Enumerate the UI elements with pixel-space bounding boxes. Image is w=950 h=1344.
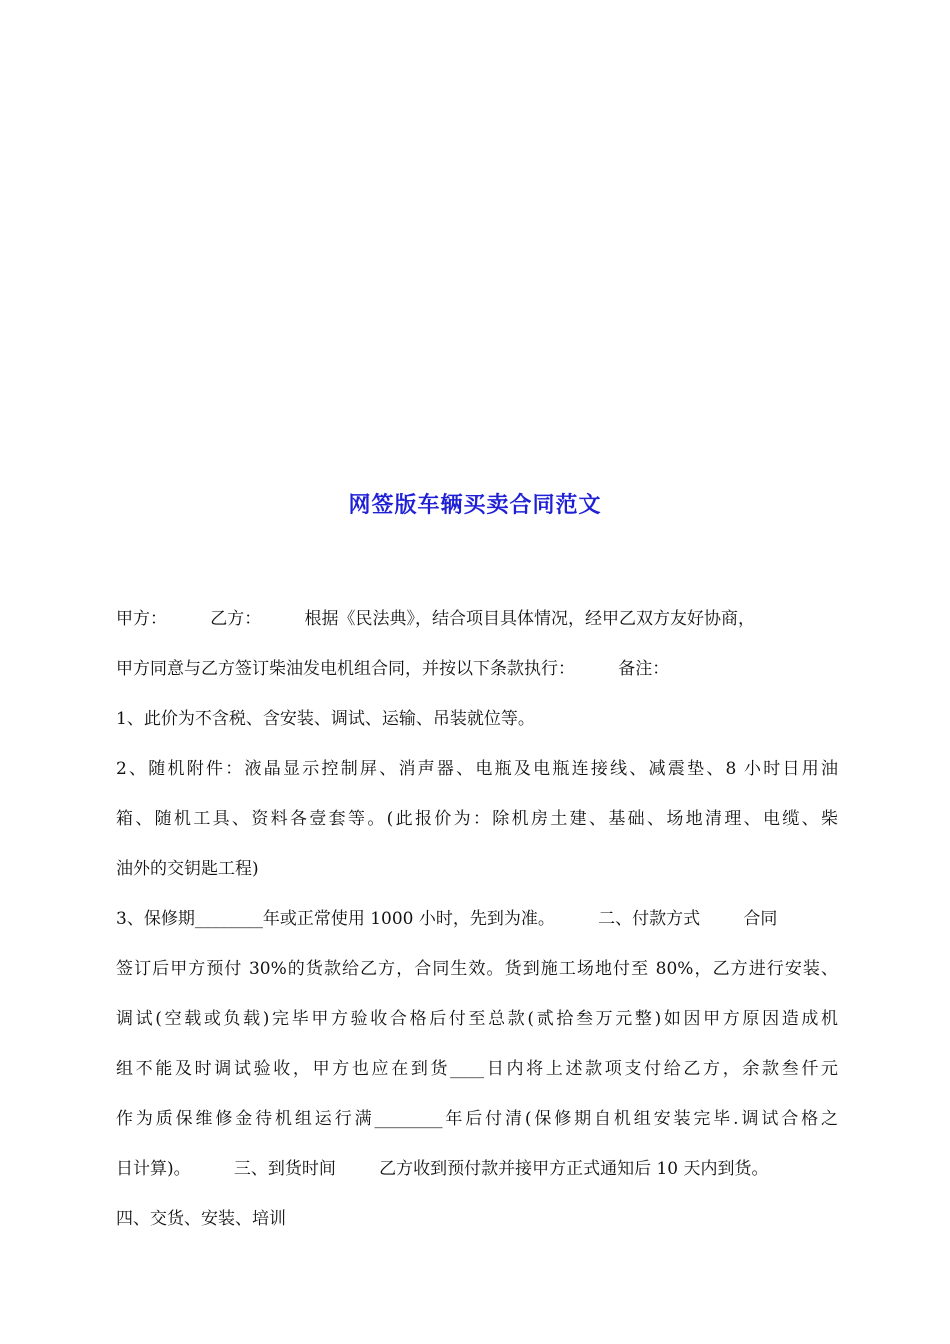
paragraph-line: 甲方同意与乙方签订柴油发电机组合同，并按以下条款执行： 备注： <box>116 659 670 679</box>
paragraph-line: 四、交货、安装、培训 <box>116 1209 286 1229</box>
document-title: 网签版车辆买卖合同范文 <box>348 492 602 518</box>
paragraph-line: 箱、随机工具、资料各壹套等。(此报价为：除机房土建、基础、场地清理、电缆、柴 <box>116 809 838 829</box>
paragraph-line: 甲方： 乙方： 根据《民法典》，结合项目具体情况，经甲乙双方友好协商， <box>116 609 755 629</box>
paragraph-line: 2、随机附件：液晶显示控制屏、消声器、电瓶及电瓶连接线、减震垫、8 小时日用油 <box>116 759 838 779</box>
paragraph-line: 油外的交钥匙工程) <box>116 859 259 879</box>
paragraph-line: 签订后甲方预付 30%的货款给乙方，合同生效。货到施工场地付至 80%，乙方进行安装、 <box>116 959 838 979</box>
paragraph-line: 1、此价为不含税、含安装、调试、运输、吊装就位等。 <box>116 709 535 729</box>
paragraph-line: 作为质保维修金待机组运行满________年后付清(保修期自机组安装完毕.调试合格之 <box>116 1109 838 1129</box>
paragraph-line: 日计算)。 三、到货时间 乙方收到预付款并接甲方正式通知后 10 天内到货。 <box>116 1159 769 1179</box>
document-body <box>116 604 838 1254</box>
paragraph-line: 组不能及时调试验收，甲方也应在到货____日内将上述款项支付给乙方，余款叁仟元 <box>116 1059 838 1079</box>
paragraph-line: 调试(空载或负载)完毕甲方验收合格后付至总款(贰拾叁万元整)如因甲方原因造成机 <box>116 1009 838 1029</box>
paragraph-line: 3、保修期________年或正常使用 1000 小时，先到为准。 二、付款方式 合同 <box>116 909 778 929</box>
